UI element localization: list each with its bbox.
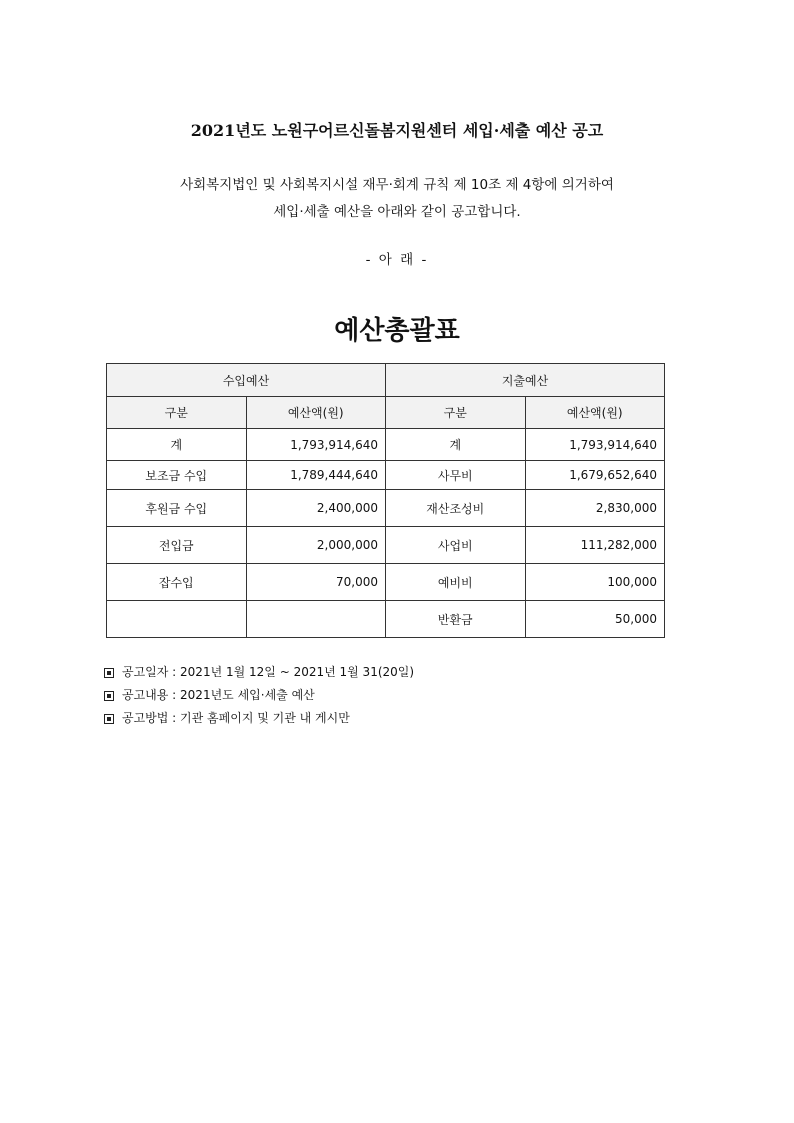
revenue-label: 전입금 bbox=[107, 527, 247, 564]
expense-label: 예비비 bbox=[386, 564, 526, 601]
table-row bbox=[107, 490, 665, 527]
revenue-amount: 1,789,444,640 bbox=[246, 461, 386, 490]
expense-label: 사무비 bbox=[386, 461, 526, 490]
list-item bbox=[104, 684, 414, 707]
section-header-row bbox=[107, 364, 665, 397]
revenue-amount: 2,400,000 bbox=[246, 490, 386, 527]
square-bullet-icon bbox=[104, 668, 114, 678]
expense-amount: 100,000 bbox=[525, 564, 665, 601]
revenue-section-title: 수입예산 bbox=[107, 364, 386, 397]
notice-content: 공고내용 : 2021년도 세입·세출 예산 bbox=[122, 688, 315, 702]
revenue-total-label: 계 bbox=[107, 429, 247, 461]
list-item bbox=[104, 661, 414, 684]
expense-label: 사업비 bbox=[386, 527, 526, 564]
table-row bbox=[107, 601, 665, 638]
intro-line-1: 사회복지법인 및 사회복지시설 재무·회계 규칙 제 10조 제 4항에 의거하여 bbox=[180, 177, 614, 193]
revenue-label: 보조금 수입 bbox=[107, 461, 247, 490]
table-heading: 예산총괄표 bbox=[334, 316, 460, 346]
revenue-label: 잡수입 bbox=[107, 564, 247, 601]
table-row bbox=[107, 564, 665, 601]
expense-amount: 50,000 bbox=[525, 601, 665, 638]
square-bullet-icon bbox=[104, 714, 114, 724]
expense-total-label: 계 bbox=[386, 429, 526, 461]
revenue-label bbox=[107, 601, 247, 638]
expense-amount-header: 예산액(원) bbox=[525, 397, 665, 429]
table-row bbox=[107, 461, 665, 490]
revenue-amount: 70,000 bbox=[246, 564, 386, 601]
revenue-category-header: 구분 bbox=[107, 397, 247, 429]
expense-amount: 2,830,000 bbox=[525, 490, 665, 527]
budget-summary-table bbox=[106, 363, 665, 638]
square-bullet-icon bbox=[104, 691, 114, 701]
intro-text bbox=[0, 172, 794, 226]
table-row bbox=[107, 527, 665, 564]
expense-label: 재산조성비 bbox=[386, 490, 526, 527]
revenue-total-amount: 1,793,914,640 bbox=[246, 429, 386, 461]
revenue-amount bbox=[246, 601, 386, 638]
below-label: - 아 래 - bbox=[365, 252, 429, 268]
document-title: 2021년도 노원구어르신돌봄지원센터 세입·세출 예산 공고 bbox=[190, 121, 604, 140]
intro-line-2: 세입·세출 예산을 아래와 같이 공고합니다. bbox=[273, 204, 521, 220]
expense-total-amount: 1,793,914,640 bbox=[525, 429, 665, 461]
total-row bbox=[107, 429, 665, 461]
notice-date: 공고일자 : 2021년 1월 12일 ~ 2021년 1월 31(20일) bbox=[122, 665, 415, 679]
column-header-row bbox=[107, 397, 665, 429]
list-item bbox=[104, 707, 414, 730]
expense-category-header: 구분 bbox=[386, 397, 526, 429]
expense-label: 반환금 bbox=[386, 601, 526, 638]
expense-amount: 1,679,652,640 bbox=[525, 461, 665, 490]
expense-amount: 111,282,000 bbox=[525, 527, 665, 564]
revenue-amount: 2,000,000 bbox=[246, 527, 386, 564]
revenue-amount-header: 예산액(원) bbox=[246, 397, 386, 429]
revenue-label: 후원금 수입 bbox=[107, 490, 247, 527]
notice-list bbox=[104, 661, 414, 730]
expense-section-title: 지출예산 bbox=[386, 364, 665, 397]
notice-method: 공고방법 : 기관 홈페이지 및 기관 내 게시만 bbox=[122, 711, 350, 725]
